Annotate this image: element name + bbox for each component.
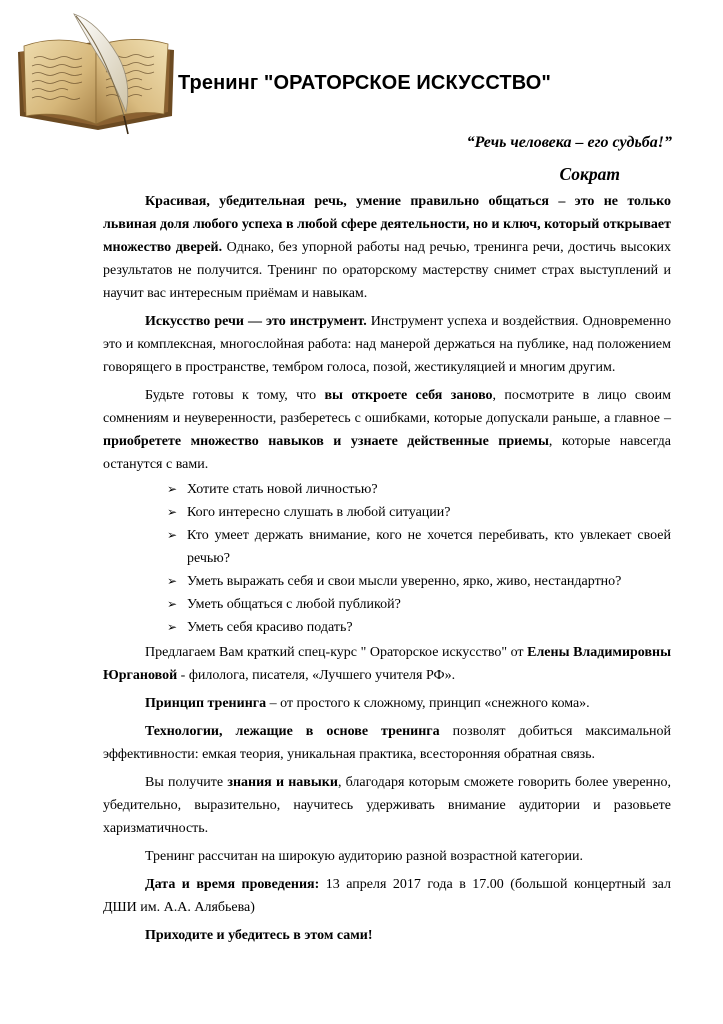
bold-text: приобретете множество навыков и узнаете действенные приемы bbox=[103, 434, 549, 449]
document-body bbox=[103, 190, 671, 947]
paragraph-you-get bbox=[103, 771, 671, 840]
list-item: ➢ Уметь выражать себя и свои мысли уверенно, ярко, живо, нестандартно? bbox=[167, 570, 671, 593]
epigraph-quote: “Речь человека – его судьба!” bbox=[466, 134, 672, 151]
bold-text: Технологии, лежащие в основе тренинга bbox=[145, 724, 440, 739]
text: Будьте готовы к тому, что bbox=[145, 388, 325, 403]
text: позволят добиться максимальной эффективности: емкая теория, уникальная практика, всесторонняя обратная связь. bbox=[103, 724, 672, 762]
arrowhead-bullet-icon: ➢ bbox=[167, 482, 178, 496]
open-book-with-quill-icon bbox=[14, 12, 178, 140]
text: , которые навсегда останутся с вами. bbox=[103, 434, 671, 472]
text: Тренинг рассчитан на широкую аудиторию разной возрастной категории. bbox=[145, 849, 583, 864]
arrowhead-bullet-icon: ➢ bbox=[167, 574, 178, 588]
bold-text: Дата и время проведения: bbox=[145, 877, 320, 892]
list-item: ➢ Уметь общаться с любой публикой? bbox=[167, 593, 671, 616]
text: Инструмент успеха и воздействия. Одновременно это и комплексная, многослойная работа: над манерой держаться на публике, над положением говорящего в пространстве, тембром голоса, позой, жестикуляцией и многим другим. bbox=[103, 314, 671, 375]
bold-text: Елены Владимировны Юргановой bbox=[103, 645, 672, 683]
bold-text: Красивая, убедительная речь, умение правильно общаться – это не только львиная доля любого успеха в любой сфере деятельности, но и ключ, который открывает множество дверей. bbox=[103, 194, 671, 255]
arrowhead-bullet-icon: ➢ bbox=[167, 620, 178, 634]
paragraph-be-ready bbox=[103, 384, 671, 476]
page-title: Тренинг "ОРАТОРСКОЕ ИСКУССТВО" bbox=[178, 72, 551, 94]
bold-text: Принцип тренинга bbox=[145, 696, 267, 711]
paragraph-speech-art bbox=[103, 310, 671, 379]
paragraph-technologies bbox=[103, 720, 671, 766]
paragraph-closing bbox=[103, 924, 671, 947]
bold-text: вы откроете себя заново bbox=[324, 388, 493, 403]
paragraph-principle bbox=[103, 692, 671, 715]
text: , посмотрите в лицо своим сомнениям и неуверенности, разберетесь с ошибками, которые допускали раньше, а главное – bbox=[103, 388, 671, 426]
list-item: ➢ Уметь себя красиво подать? bbox=[167, 616, 671, 639]
list-item: ➢ Кого интересно слушать в любой ситуации? bbox=[167, 501, 671, 524]
bold-text: Приходите и убедитесь в этом сами! bbox=[145, 928, 373, 943]
list-item: ➢ Хотите стать новой личностью? bbox=[167, 478, 671, 501]
epigraph-author: Сократ bbox=[559, 164, 620, 184]
list-item: ➢ Кто умеет держать внимание, кого не хочется перебивать, кто увлекает своей речью? bbox=[167, 524, 671, 570]
arrowhead-bullet-icon: ➢ bbox=[167, 597, 178, 611]
text: – от простого к сложному, принцип «снежного кома». bbox=[266, 696, 590, 711]
arrowhead-bullet-icon: ➢ bbox=[167, 505, 178, 519]
text: Предлагаем Вам краткий спец-курс " Ораторское искусство" от bbox=[145, 645, 528, 660]
text: , благодаря которым сможете говорить более уверенно, убедительно, выразительно, научитесь удерживать внимание аудитории и разовьете харизматичность. bbox=[103, 775, 672, 836]
bullet-list bbox=[103, 478, 671, 639]
paragraph-intro bbox=[103, 190, 671, 305]
bold-text: Искусство речи — это инструмент. bbox=[145, 314, 367, 329]
arrowhead-bullet-icon: ➢ bbox=[167, 528, 178, 542]
text: Однако, без упорной работы над речью, тренинга речи, достичь высоких результатов не получится. Тренинг по ораторскому мастерству снимет страх выступлений и научит вас интересным приёмам и навыкам. bbox=[103, 240, 671, 301]
text: 13 апреля 2017 года в 17.00 (большой концертный зал ДШИ им. А.А. Алябьева) bbox=[103, 877, 671, 915]
text: - филолога, писателя, «Лучшего учителя РФ». bbox=[177, 668, 456, 683]
paragraph-date-time bbox=[103, 873, 671, 919]
text: Вы получите bbox=[145, 775, 228, 790]
paragraph-audience bbox=[103, 845, 671, 868]
paragraph-offer bbox=[103, 641, 671, 687]
bold-text: знания и навыки bbox=[227, 775, 338, 790]
